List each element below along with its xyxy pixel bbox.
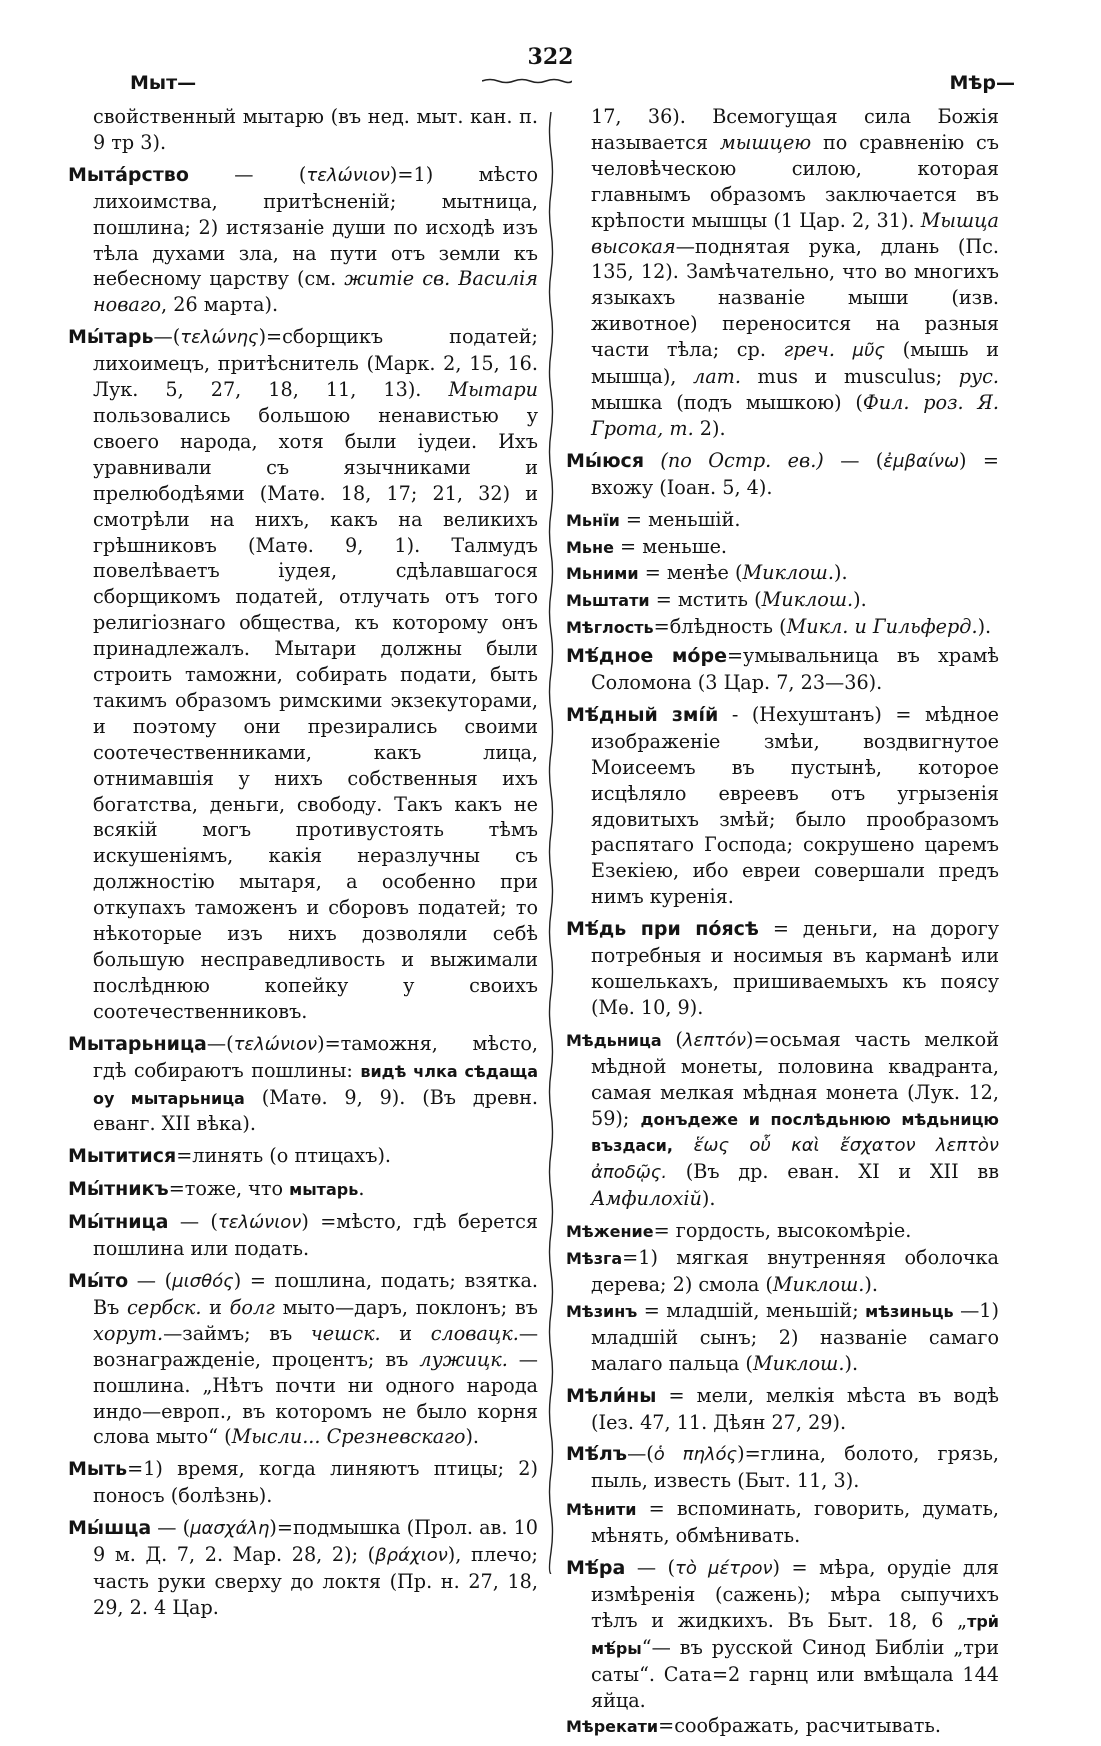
page-number-rule — [482, 78, 572, 84]
entry-text: ). — [701, 1187, 716, 1211]
entry-text: ), плечо; часть руки сверху до локтя (Пр. н. 27, 18, 29, 2. 4 Цар. — [93, 1543, 539, 1619]
entry-medny-zmiy — [566, 702, 999, 910]
entry-text: )=подмышка (Прол. ав. 10 9 м. Д. 7, 2. Мар. 28, 2); ( — [93, 1516, 538, 1567]
entry-text: =соображать, расчитывать. — [658, 1714, 941, 1738]
entry-text: 2). — [693, 416, 726, 440]
entry-text: ) = пошлина, подать; взятка. Въ — [93, 1268, 538, 1319]
entry-text: = деньги, на дорогу потребныя и носимыя въ карманѣ или кошелькахъ, пришиваемыхъ къ поясу (Мѳ. 10, 9). — [591, 917, 999, 1019]
entry-mytitisya — [68, 1143, 538, 1170]
entry-text: =1) время, когда линяютъ птицы; 2) поносъ (болѣзнь). — [93, 1457, 538, 1508]
entry-text: mus и musculus; — [740, 365, 959, 389]
entry-text: —( — [627, 1442, 654, 1466]
greek-term: ἕως οὗ καὶ ἔσχατον λεπτὸν ἀποδῷς. — [591, 1135, 999, 1184]
entry-text: мышка (подъ мышкою) ( — [591, 390, 863, 414]
entry-text: “— въ русской Синод Библіи „три саты“. Сата=2 гарнц или вмѣщала 144 яйца. — [591, 1635, 999, 1712]
italic-ref: словацк. — [430, 1321, 519, 1345]
entry-myto — [68, 1268, 538, 1450]
entry-text: — ( — [823, 448, 884, 472]
italic-ref: Мысли... Срезневскаго — [231, 1425, 466, 1449]
entry-text: )=сборщикъ податей; лихоимецъ, притѣснитель (Марк. 2, 15, 16. Лук. 5, 27, 18, 11, 13). — [93, 325, 538, 402]
slavonic-quote: видѣ члка сѣдаща оу мытарьница — [93, 1061, 538, 1108]
slavonic-quote: три̇ мѣ́ры — [591, 1611, 999, 1658]
entry-text: и — [380, 1321, 431, 1345]
entry-text: . — [358, 1177, 365, 1201]
entry-meniti — [566, 1496, 999, 1549]
greek-term: μισθός — [172, 1270, 234, 1292]
entry-text: = вспоминать, говорить, думать, мѣнять, обмѣнивать. — [591, 1497, 999, 1548]
entry-text: пользовались большою ненавистью у своего народа, хотя были іудеи. Ихъ уравнивали съ язычниками и прелюбодѣями (Матѳ. 18, 17; 21, 32) и смотрѣли на нихъ, какъ на великихъ грѣшниковъ (Матѳ. 9, 1). Талмудъ повелѣваетъ іудея, сдѣлавшагося сборщикомъ податей, отлучать отъ того религіознаго общества, къ которому онъ принадлежалъ. Мытари должны были строить таможни, собирать подати, быть такимъ образомъ римскими экзекуторами, и поэтому они презирались своими соотечественниками, какъ лица, отнимавшія у нихъ собственныя ихъ богатства, деньги, свободу. Такъ какъ не всякій могъ противустоять тѣмъ искушеніямъ, какія неразлучны съ должностію мытаря, а особенно при откупахъ таможенъ и сборовъ податей; то нѣкоторые изъ нихъ дозволяли себѣ большую несправедливость и выжимали послѣднюю копейку у своихъ соотечественниковъ. — [93, 403, 538, 1023]
entry-text: ). — [853, 588, 867, 612]
right-column — [566, 104, 999, 1746]
headword: Мѣ́дь при по́ясѣ — [566, 918, 759, 941]
headword: Мѣрекати — [566, 1717, 659, 1737]
headword: Мѣжение — [566, 1222, 654, 1242]
slavonic-quote: мытарь — [289, 1180, 359, 1200]
headword: Мѣ́дное мо́ре — [566, 645, 727, 668]
italic-ref: болг — [229, 1295, 275, 1319]
entry-text: — пошлина. „Нѣтъ почти ни одного народа индо—европ., въ которомъ не было корня слова мыто“ ( — [93, 1347, 538, 1449]
entry-text: = мели, мелкія мѣста въ водѣ (Іез. 47, 11. Дѣян 27, 29). — [591, 1383, 999, 1434]
headword: Мы́юся — [566, 449, 645, 472]
entry-text: мыто—даръ, поклонъ; въ — [274, 1295, 538, 1319]
entry-mezin — [566, 1298, 999, 1377]
italic-ref: мышцею — [719, 130, 812, 154]
entry-text: — ( — [188, 162, 307, 186]
entry-text: по сравненію съ человѣческою силою, которая главнымъ образомъ заключается въ крѣпости мышцы (1 Цар. 2, 31). — [591, 130, 999, 232]
entry-text: —поднятая рука, длань (Пс. 135, 12). Замѣчательно, что во многихъ языкахъ названіе мыши (изв. животное) переносится на разныя части тѣла; ср. — [591, 234, 999, 362]
italic-ref: Миклош. — [752, 1351, 845, 1375]
headword: Мы́тарь — [68, 326, 154, 349]
italic-ref: чешск. — [310, 1321, 381, 1345]
greek-term: μῦς — [852, 340, 885, 362]
entry-text: =умывальница въ храмѣ Соломона (3 Цар. 7, 23—36). — [591, 644, 999, 695]
entry-text: , 26 марта). — [161, 293, 279, 317]
entry-text: - (Нехуштанъ) = мѣдное изображеніе змѣи, воздвигнутое Моисеемъ въ пустынѣ, которое исцѣляло евреевъ отъ угрызенія ядовитыхъ змѣй; было прообразомъ распятаго Господа; сокрушено царемъ Езекіею, ибо евреи совершали предъ нимъ куренія. — [591, 702, 999, 909]
entry-mednitsa — [566, 1027, 999, 1212]
entry-med-pri-poyase — [566, 916, 999, 1021]
headword: Мытарьница — [68, 1032, 207, 1055]
entry-text: = менѣе ( — [638, 561, 743, 585]
entry-mezhenie — [566, 1218, 999, 1245]
entry-text: ). — [864, 1272, 878, 1296]
entry-mnii — [566, 507, 999, 534]
entry-text: =1) мягкая внутренняя оболочка дерева; 2) смола ( — [591, 1246, 999, 1296]
entry-text: )=1) мѣсто лихоимства, притѣсненій; мытница, пошлина; 2) истязаніе души по исходѣ изъ тѣла духами зла, на пути отъ земли къ небесному царству (см. — [93, 162, 539, 291]
entry-text: ) = вхожу (Іоан. 5, 4). — [591, 448, 1000, 499]
entry-myt — [68, 1456, 538, 1509]
italic-ref: Миклош. — [772, 1272, 865, 1296]
greek-term: τελώνιον — [217, 1212, 302, 1234]
entry-text: — ( — [151, 1516, 191, 1540]
column-divider — [546, 112, 556, 1574]
italic-ref: хорут. — [93, 1321, 164, 1345]
entry-mel — [566, 1441, 999, 1494]
slavonic-quote: донъдеже и послѣдьнюю мѣдьницю въздаси, — [591, 1109, 999, 1156]
entry-text: —1) младшій сынъ; 2) названіе самаго малаго пальца ( — [591, 1298, 999, 1375]
greek-term: ὁ πηλός — [653, 1444, 738, 1466]
entry-text: — ( — [128, 1268, 173, 1292]
entry-myyusya — [566, 448, 999, 501]
entry-mytnitsa — [68, 1209, 538, 1262]
entry-text: свойственный мытарю (въ нед. мыт. кан. п. 9 тр 3). — [93, 105, 538, 154]
headword: Мьне — [566, 537, 614, 557]
entry-mshtati — [566, 587, 999, 614]
entry-text: = гордость, высокомѣріе. — [653, 1219, 912, 1243]
greek-term: βράχιον — [375, 1545, 448, 1567]
entry-mezga — [566, 1245, 999, 1298]
headword: Мытитися — [68, 1145, 177, 1168]
italic-ref: греч. — [783, 338, 835, 362]
greek-term: τελώνης — [180, 327, 259, 349]
italic-ref: сербск. — [127, 1295, 202, 1319]
entry-meliny — [566, 1383, 999, 1436]
italic-ref: Мышца высокая — [591, 208, 999, 258]
greek-term: λεπτόν — [682, 1029, 747, 1051]
entry-text: — ( — [625, 1556, 676, 1580]
entry-text: = меньшій. — [619, 507, 741, 531]
greek-term: μασχάλη — [190, 1518, 270, 1540]
entry-text: =тоже, что — [168, 1177, 290, 1201]
headword: Мыть — [68, 1458, 128, 1481]
entry-mytar — [68, 324, 538, 1024]
headword: Мы́тница — [68, 1211, 169, 1234]
headword: Мьнїи — [566, 510, 620, 530]
running-head-right: Мѣр— — [949, 72, 1015, 94]
headword: Мыта́рство — [68, 163, 189, 186]
entry-text: (Въ др. еван. XI и XII вв — [667, 1160, 999, 1184]
entry-text: =блѣдность ( — [653, 615, 787, 639]
entry-text: )=осьмая часть мелкой мѣдной монеты, половина квадранта, самая мелкая мѣдная монета (Лук. 12, 59); — [591, 1027, 999, 1130]
entry-text: = мстить ( — [649, 588, 762, 612]
headword: Мѣглость — [566, 618, 654, 638]
italic-ref: Миклош. — [761, 588, 854, 612]
entry-myshtsa — [68, 1515, 538, 1621]
entry-continuation — [566, 104, 999, 442]
italic-ref: лужицк. — [419, 1347, 508, 1371]
entry-merekati — [566, 1713, 999, 1740]
entry-text: ). — [977, 615, 992, 639]
entry-mytnik — [68, 1176, 538, 1203]
headword: Мы́шца — [68, 1517, 152, 1540]
entry-mera — [566, 1555, 999, 1713]
entry-mgl — [566, 614, 999, 641]
headword: Мѣнити — [566, 1500, 637, 1520]
page-number: 322 — [527, 44, 574, 70]
entry-text: ). — [465, 1425, 480, 1449]
entry-mednoe-more — [566, 643, 999, 696]
headword: Мы́тникъ — [68, 1178, 169, 1201]
entry-text: —( — [153, 325, 181, 349]
italic-ref: Микл. и Гильферд. — [786, 615, 978, 639]
entry-text: (Матѳ. 9, 9). (Въ древн. еванг. XII вѣка). — [93, 1085, 538, 1136]
headword: Мѣзга — [566, 1249, 623, 1269]
italic-ref: рус. — [958, 365, 999, 389]
entry-text: (мышь и мышца), — [591, 338, 999, 389]
entry-text: ). — [844, 1351, 859, 1375]
entry-continuation — [68, 104, 538, 156]
italic-ref: (по Остр. ев.) — [644, 448, 824, 472]
entry-text: )=таможня, мѣсто, гдѣ собираютъ пошлины: — [93, 1031, 538, 1082]
greek-term: τὸ μέτρον — [675, 1558, 773, 1580]
italic-ref: Амфилохій — [591, 1187, 702, 1211]
entry-text: ). — [833, 561, 848, 585]
headword: Мьними — [566, 564, 639, 584]
entry-text: )=глина, болото, грязь, пыль, известь (Быт. 11, 3). — [591, 1442, 999, 1493]
headword: Мѣ́дный змі́й — [566, 703, 719, 726]
slavonic-quote: мѣзиньць — [865, 1301, 954, 1321]
italic-ref: житіе св. Василія новаго — [93, 267, 538, 317]
entry-text: — вознагражденіе, процентъ; въ — [93, 1321, 538, 1371]
greek-term: τελώνιον — [233, 1033, 318, 1055]
headword: Мѣдьница — [566, 1030, 662, 1050]
entry-text: и — [201, 1295, 230, 1319]
italic-ref: Мытари — [448, 378, 538, 402]
running-head-left: Мыт— — [130, 72, 197, 94]
entry-text: —( — [206, 1031, 234, 1055]
greek-term: τελώνιον — [306, 164, 390, 186]
entry-text: = младшій, меньшій; — [637, 1298, 866, 1322]
headword: Мѣ́ра — [566, 1557, 626, 1580]
italic-ref: лат. — [692, 365, 741, 389]
italic-ref: Фил. роз. Я. Грота, т. — [591, 390, 999, 440]
entry-mytarstvo — [68, 162, 538, 318]
greek-term: ἐμβαίνω — [883, 450, 960, 472]
entry-text: = меньше. — [613, 534, 728, 558]
entry-text: ) = мѣра, орудіе для измѣренія (сажень); мѣра сыпучихъ тѣлъ и жидкихъ. Въ Быт. 18, 6 „ — [591, 1556, 999, 1632]
entry-text: —займъ; въ — [163, 1321, 311, 1345]
entry-text: =линять (о птицахъ). — [176, 1144, 392, 1168]
headword: Мьштати — [566, 591, 650, 611]
headword: Мы́то — [68, 1269, 129, 1292]
entry-text: ) =мѣсто, гдѣ берется пошлина или подать. — [93, 1210, 538, 1261]
headword: Мѣ́лъ — [566, 1443, 628, 1466]
left-column — [68, 104, 538, 1627]
entry-text: — ( — [168, 1210, 218, 1234]
entry-mytarnitsa — [68, 1031, 538, 1138]
entry-text: 17, 36). Всемогущая сила Божія называется — [591, 105, 999, 154]
entry-mne — [566, 534, 999, 561]
headword: Мѣли́ны — [566, 1384, 657, 1407]
headword: Мѣзинъ — [566, 1301, 638, 1321]
entry-mnimi — [566, 560, 999, 587]
entry-text: ( — [661, 1027, 683, 1051]
italic-ref: Миклош. — [742, 561, 834, 585]
